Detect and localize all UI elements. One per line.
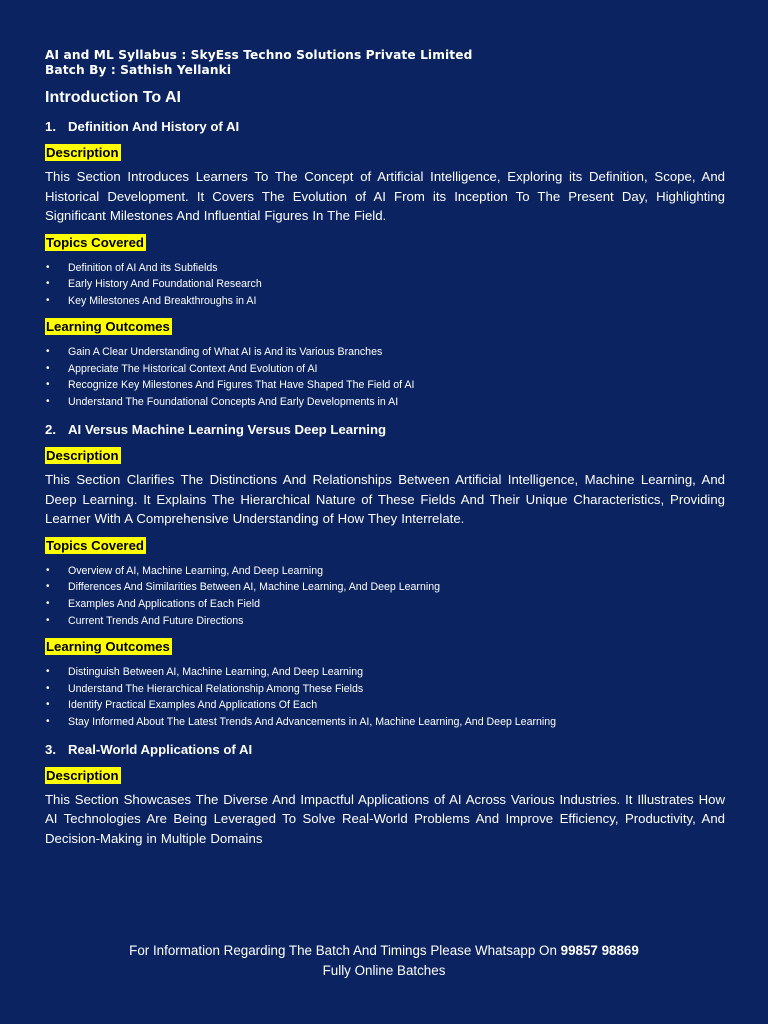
outcomes-label: Learning Outcomes	[46, 638, 170, 654]
outcomes-label: Learning Outcomes	[46, 318, 170, 334]
header-line-1: AI and ML Syllabus : SkyEss Techno Solutions Private Limited	[45, 48, 473, 62]
description-label: Description	[46, 767, 119, 783]
section-title-text: Definition And History of AI	[68, 119, 240, 134]
section-3	[45, 741, 725, 849]
list-item: • Examples And Applications of Each Field	[45, 596, 725, 613]
section-number: 3.	[45, 741, 56, 757]
footer-contact-line	[0, 941, 768, 961]
section-title	[45, 421, 725, 439]
list-item: • Stay Informed About The Latest Trends And Advancements in AI, Machine Learning, And Deep Learning	[45, 714, 725, 731]
topics-list	[45, 563, 725, 630]
footer	[0, 941, 768, 980]
topics-list	[45, 260, 725, 310]
section-number: 1.	[45, 119, 56, 134]
list-item: • Definition of AI And its Subfields	[45, 260, 725, 277]
list-item: • Recognize Key Milestones And Figures That Have Shaped The Field of AI	[45, 377, 725, 394]
list-item: • Gain A Clear Understanding of What AI is And its Various Branches	[45, 344, 725, 361]
list-item: • Understand The Hierarchical Relationship Among These Fields	[45, 681, 725, 698]
header-line-2: Batch By : Sathish Yellanki	[45, 63, 232, 77]
description-text: This Section Clarifies The Distinctions And Relationships Between Artificial Intelligence, Machine Learning, And Deep Learning. It Explains The Hierarchical Nature of These Fields And Their Unique Characteristics, Providing Learner With A Comprehensive Understanding of How They Interrelate.	[45, 472, 725, 527]
section-2	[45, 421, 725, 731]
section-title-text: Real-World Applications of AI	[68, 741, 253, 757]
section-1	[45, 118, 725, 411]
list-item: • Appreciate The Historical Context And Evolution of AI	[45, 361, 725, 378]
topics-label: Topics Covered	[46, 537, 144, 553]
description-label: Description	[46, 448, 119, 464]
description-text: This Section Introduces Learners To The Concept of Artificial Intelligence, Exploring its Definition, Scope, And Historical Development. It Covers The Evolution of AI From its Inception To The Present Day, Highlighting Significant Milestones And Influential Figures In The Field.	[45, 169, 725, 223]
list-item: • Understand The Foundational Concepts And Early Developments in AI	[45, 394, 725, 411]
list-item: • Identify Practical Examples And Applications Of Each	[45, 697, 725, 714]
section-title-text: AI Versus Machine Learning Versus Deep Learning	[68, 422, 387, 438]
list-item: • Current Trends And Future Directions	[45, 613, 725, 630]
footer-batches: Fully Online Batches	[322, 962, 446, 978]
section-title	[45, 741, 725, 759]
footer-text: For Information Regarding The Batch And Timings Please Whatsapp On	[129, 943, 557, 958]
footer-phone: 99857 98869	[560, 943, 639, 958]
list-item: • Key Milestones And Breakthroughs in AI	[45, 293, 725, 310]
description-label: Description	[46, 145, 119, 160]
list-item: • Overview of AI, Machine Learning, And Deep Learning	[45, 563, 725, 580]
description-text: This Section Showcases The Diverse And Impactful Applications of AI Across Various Industries. It Illustrates How AI Technologies Are Being Leveraged To Solve Real-World Problems And Improve Efficiency, Productivity, And Decision-Making in Multiple Domains	[45, 791, 725, 846]
topics-label: Topics Covered	[46, 234, 144, 250]
section-title	[45, 118, 725, 136]
outcomes-list	[45, 344, 725, 411]
list-item: • Differences And Similarities Between AI, Machine Learning, And Deep Learning	[45, 579, 725, 596]
list-item: • Early History And Foundational Research	[45, 276, 725, 293]
syllabus-page	[45, 48, 725, 848]
intro-title: Introduction To AI	[45, 89, 181, 106]
outcomes-list	[45, 664, 725, 731]
list-item: • Distinguish Between AI, Machine Learning, And Deep Learning	[45, 664, 725, 681]
section-number: 2.	[45, 422, 56, 438]
